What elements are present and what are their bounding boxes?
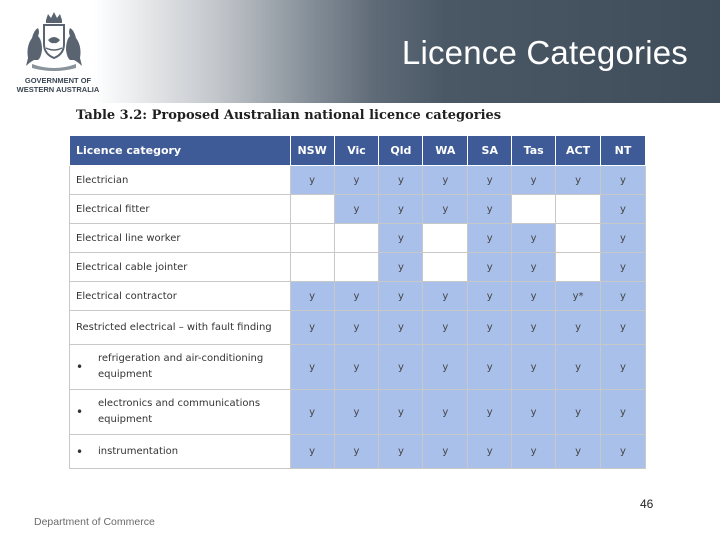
jurisdiction-cell-vic: y [334, 345, 379, 390]
jurisdiction-cell-nsw: y [290, 311, 334, 345]
jurisdiction-cell-qld: y [379, 166, 423, 195]
jurisdiction-cell-vic [334, 253, 379, 282]
jurisdiction-cell-tas: y [512, 224, 556, 253]
jurisdiction-cell-vic: y [334, 435, 379, 469]
jurisdiction-cell-vic: y [334, 282, 379, 311]
table-row [70, 435, 646, 469]
jurisdiction-cell-qld: y [379, 282, 423, 311]
jurisdiction-cell-sa: y [468, 253, 512, 282]
jurisdiction-cell-wa: y [423, 311, 468, 345]
jurisdiction-cell-nt: y [601, 195, 646, 224]
column-header-act: ACT [556, 136, 601, 166]
jurisdiction-cell-act: y [556, 311, 601, 345]
bullet-icon: • [76, 405, 84, 419]
jurisdiction-cell-qld: y [379, 345, 423, 390]
page-number: 46 [640, 497, 654, 511]
bullet-icon: • [76, 444, 84, 459]
jurisdiction-cell-vic [334, 224, 379, 253]
jurisdiction-cell-sa: y [468, 345, 512, 390]
column-header-nsw: NSW [290, 136, 334, 166]
jurisdiction-cell-wa [423, 253, 468, 282]
category-cell [70, 435, 291, 469]
table-row [70, 224, 646, 253]
jurisdiction-cell-qld: y [379, 195, 423, 224]
jurisdiction-cell-qld: y [379, 311, 423, 345]
category-cell: Electrical fitter [70, 195, 291, 224]
jurisdiction-cell-qld: y [379, 390, 423, 435]
logo-line-1: GOVERNMENT OF [24, 76, 92, 85]
table-row [70, 390, 646, 435]
jurisdiction-cell-nt: y [601, 311, 646, 345]
jurisdiction-cell-sa: y [468, 195, 512, 224]
bullet-icon: • [76, 360, 84, 374]
jurisdiction-cell-sa: y [468, 435, 512, 469]
table-body [70, 166, 646, 469]
column-header-vic: Vic [334, 136, 379, 166]
slide-title: Licence Categories [401, 34, 688, 71]
jurisdiction-cell-tas: y [512, 166, 556, 195]
jurisdiction-cell-act: y* [556, 282, 601, 311]
jurisdiction-cell-vic: y [334, 390, 379, 435]
column-header-nt: NT [601, 136, 646, 166]
category-cell: Restricted electrical – with fault finding [70, 311, 291, 345]
jurisdiction-cell-nt: y [601, 435, 646, 469]
jurisdiction-cell-tas: y [512, 253, 556, 282]
column-header-wa: WA [423, 136, 468, 166]
category-label: refrigeration and air-conditioning equipment [98, 353, 264, 380]
jurisdiction-cell-nsw [290, 253, 334, 282]
category-label: electronics and communications equipment [98, 398, 261, 425]
jurisdiction-cell-nsw [290, 195, 334, 224]
jurisdiction-cell-nt: y [601, 282, 646, 311]
category-cell [70, 345, 291, 390]
jurisdiction-cell-qld: y [379, 253, 423, 282]
category-cell: Electrical contractor [70, 282, 291, 311]
jurisdiction-cell-act: y [556, 345, 601, 390]
jurisdiction-cell-wa [423, 224, 468, 253]
jurisdiction-cell-nsw: y [290, 282, 334, 311]
header-bar [0, 0, 720, 103]
table-row [70, 345, 646, 390]
table-row [70, 195, 646, 224]
jurisdiction-cell-qld: y [379, 224, 423, 253]
jurisdiction-cell-nt: y [601, 390, 646, 435]
jurisdiction-cell-wa: y [423, 345, 468, 390]
jurisdiction-cell-wa: y [423, 195, 468, 224]
jurisdiction-cell-wa: y [423, 435, 468, 469]
jurisdiction-cell-wa: y [423, 166, 468, 195]
jurisdiction-cell-act: y [556, 435, 601, 469]
column-header-qld: Qld [379, 136, 423, 166]
category-label: instrumentation [98, 445, 179, 457]
jurisdiction-cell-nt: y [601, 253, 646, 282]
jurisdiction-cell-tas: y [512, 282, 556, 311]
column-header-category: Licence category [70, 136, 291, 166]
jurisdiction-cell-tas: y [512, 390, 556, 435]
jurisdiction-cell-nsw: y [290, 390, 334, 435]
table-caption: Table 3.2: Proposed Australian national licence categories [76, 108, 502, 123]
jurisdiction-cell-nt: y [601, 224, 646, 253]
table-header-row [70, 136, 646, 166]
jurisdiction-cell-nt: y [601, 166, 646, 195]
category-cell: Electrician [70, 166, 291, 195]
jurisdiction-cell-wa: y [423, 390, 468, 435]
jurisdiction-cell-nt: y [601, 345, 646, 390]
column-header-sa: SA [468, 136, 512, 166]
jurisdiction-cell-vic: y [334, 166, 379, 195]
jurisdiction-cell-act [556, 224, 601, 253]
jurisdiction-cell-act [556, 253, 601, 282]
jurisdiction-cell-vic: y [334, 195, 379, 224]
jurisdiction-cell-act: y [556, 390, 601, 435]
table-row [70, 166, 646, 195]
government-logo-text [8, 76, 108, 94]
jurisdiction-cell-sa: y [468, 224, 512, 253]
jurisdiction-cell-wa: y [423, 282, 468, 311]
jurisdiction-cell-nsw: y [290, 345, 334, 390]
jurisdiction-cell-vic: y [334, 311, 379, 345]
footer-department: Department of Commerce [34, 516, 155, 528]
jurisdiction-cell-nsw: y [290, 435, 334, 469]
category-cell: Electrical line worker [70, 224, 291, 253]
logo-line-2: WESTERN AUSTRALIA [16, 85, 100, 94]
table-row [70, 253, 646, 282]
table-row [70, 311, 646, 345]
jurisdiction-cell-tas: y [512, 435, 556, 469]
jurisdiction-cell-tas [512, 195, 556, 224]
category-cell: Electrical cable jointer [70, 253, 291, 282]
jurisdiction-cell-sa: y [468, 311, 512, 345]
jurisdiction-cell-tas: y [512, 311, 556, 345]
jurisdiction-cell-sa: y [468, 390, 512, 435]
jurisdiction-cell-act: y [556, 166, 601, 195]
jurisdiction-cell-nsw: y [290, 166, 334, 195]
category-cell [70, 390, 291, 435]
column-header-tas: Tas [512, 136, 556, 166]
jurisdiction-cell-act [556, 195, 601, 224]
jurisdiction-cell-qld: y [379, 435, 423, 469]
jurisdiction-cell-sa: y [468, 166, 512, 195]
jurisdiction-cell-sa: y [468, 282, 512, 311]
table-row [70, 282, 646, 311]
jurisdiction-cell-nsw [290, 224, 334, 253]
wa-coat-of-arms-icon [14, 10, 94, 74]
jurisdiction-cell-tas: y [512, 345, 556, 390]
licence-table [69, 135, 646, 469]
